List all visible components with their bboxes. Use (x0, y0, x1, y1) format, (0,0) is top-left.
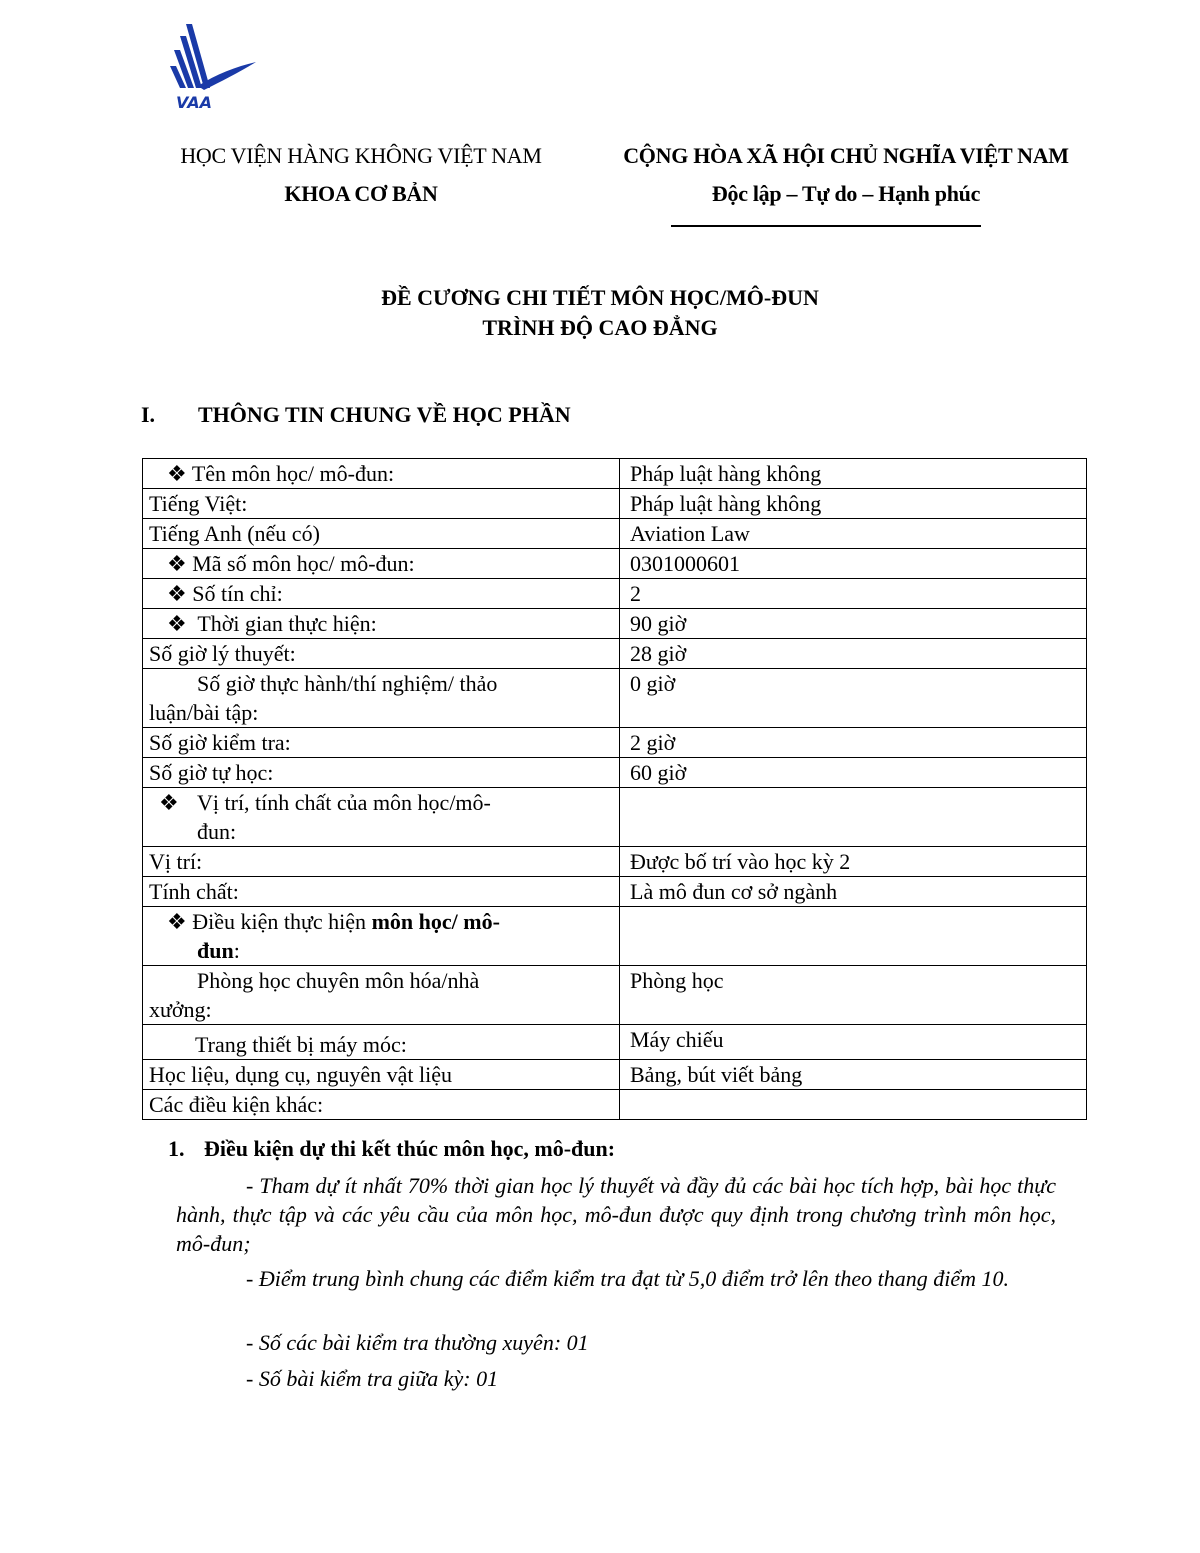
exam-condition-score: - Điểm trung bình chung các điểm kiểm tra đạt từ 5,0 điểm trở lên theo thang điểm 10. (246, 1266, 1010, 1291)
table-row (143, 669, 1087, 728)
row-value: 90 giờ (620, 609, 1087, 639)
table-row (143, 459, 1087, 489)
row-value: Phòng học (620, 966, 1087, 1025)
document-title: ĐỀ CƯƠNG CHI TIẾT MÔN HỌC/MÔ-ĐUN (381, 285, 819, 310)
vaa-logo-graphic (168, 22, 260, 114)
row-value: 60 giờ (620, 758, 1087, 788)
row-label: Học liệu, dụng cụ, nguyên vật liệu (143, 1060, 620, 1090)
diamond-bullet-icon: ❖ (167, 581, 187, 606)
row-label-colon: : (233, 938, 240, 963)
row-value (620, 907, 1087, 966)
table-row (143, 609, 1087, 639)
logo-text: VAA (176, 93, 213, 112)
row-value (620, 788, 1087, 847)
diamond-bullet-icon: ❖ (167, 611, 187, 636)
row-label: Thời gian thực hiện: (197, 611, 377, 636)
faculty-name: KHOA CƠ BẢN (284, 181, 438, 206)
row-value (620, 1090, 1087, 1120)
table-row (143, 1090, 1087, 1120)
row-value: 28 giờ (620, 639, 1087, 669)
national-motto: Độc lập – Tự do – Hạnh phúc (711, 181, 981, 206)
table-row (143, 758, 1087, 788)
row-value: 2 (620, 579, 1087, 609)
document-subtitle: TRÌNH ĐỘ CAO ĐẲNG (482, 315, 718, 340)
table-row (143, 639, 1087, 669)
table-row (143, 847, 1087, 877)
diamond-bullet-icon: ❖ (159, 790, 179, 815)
row-value: 2 giờ (620, 728, 1087, 758)
row-label: Tiếng Việt: (143, 489, 620, 519)
row-value: Pháp luật hàng không (620, 489, 1087, 519)
table-row (143, 728, 1087, 758)
exam-condition-regular-tests: - Số các bài kiểm tra thường xuyên: 01 (246, 1330, 589, 1355)
diamond-bullet-icon: ❖ (167, 461, 187, 486)
table-row (143, 877, 1087, 907)
table-row (143, 907, 1087, 966)
row-label: Tính chất: (143, 877, 620, 907)
institute-name: HỌC VIỆN HÀNG KHÔNG VIỆT NAM (180, 143, 542, 168)
row-label: Số tín chỉ: (192, 581, 283, 606)
row-label-continued: đun (197, 938, 234, 963)
diamond-bullet-icon: ❖ (167, 551, 187, 576)
national-title: CỘNG HÒA XÃ HỘI CHỦ NGHĨA VIỆT NAM (623, 143, 1069, 168)
row-label: Vị trí, tính chất của môn học/mô- (197, 790, 491, 815)
row-label: Số giờ thực hành/thí nghiệm/ thảo (197, 671, 498, 696)
course-info-table (142, 458, 1087, 1120)
row-label: Điều kiện thực hiện (192, 909, 372, 934)
row-label: Phòng học chuyên môn hóa/nhà (197, 968, 480, 993)
exam-condition-attendance: - Tham dự ít nhất 70% thời gian học lý thuyết và đầy đủ các bài học tích hợp, bài học thực hành, thực tập và các yêu cầu của môn học, mô-đun được quy định trong chương trình môn học, mô-đun; (176, 1173, 1056, 1256)
section-title: THÔNG TIN CHUNG VỀ HỌC PHẦN (198, 402, 571, 427)
table-row (143, 489, 1087, 519)
row-label: Các điều kiện khác: (143, 1090, 620, 1120)
diamond-bullet-icon: ❖ (167, 909, 187, 934)
subsection-heading (168, 1136, 615, 1162)
row-value: 0 giờ (620, 669, 1087, 728)
section-number: I. (141, 402, 156, 427)
table-row (143, 966, 1087, 1025)
section-heading (141, 402, 571, 428)
subsection-title: Điều kiện dự thi kết thúc môn học, mô-đun: (204, 1136, 616, 1161)
row-label: Số giờ tự học: (143, 758, 620, 788)
vaa-logo (168, 22, 260, 114)
motto-underline (671, 225, 981, 227)
row-value: Aviation Law (620, 519, 1087, 549)
table-row (143, 519, 1087, 549)
row-label: Vị trí: (143, 847, 620, 877)
row-label: Số giờ lý thuyết: (143, 639, 620, 669)
row-label-continued: luận/bài tập: (149, 700, 259, 725)
row-value: 0301000601 (620, 549, 1087, 579)
row-value: Là mô đun cơ sở ngành (620, 877, 1087, 907)
row-value: Bảng, bút viết bảng (620, 1060, 1087, 1090)
row-value: Pháp luật hàng không (620, 459, 1087, 489)
row-label-continued: đun: (197, 819, 237, 844)
table-row (143, 788, 1087, 847)
row-label: Số giờ kiểm tra: (143, 728, 620, 758)
exam-condition-midterm: - Số bài kiểm tra giữa kỳ: 01 (246, 1366, 499, 1391)
row-label: Mã số môn học/ mô-đun: (192, 551, 415, 576)
row-label: Tên môn học/ mô-đun: (191, 461, 395, 486)
subsection-number: 1. (168, 1136, 185, 1161)
row-label-bold: môn học/ mô- (371, 909, 500, 934)
row-label-continued: xưởng: (149, 997, 212, 1022)
row-value: Được bố trí vào học kỳ 2 (620, 847, 1087, 877)
table-row (143, 579, 1087, 609)
row-label: Tiếng Anh (nếu có) (143, 519, 620, 549)
row-label: Trang thiết bị máy móc: (143, 1025, 620, 1060)
table-row (143, 1025, 1087, 1060)
row-value: Máy chiếu (620, 1025, 1087, 1060)
table-row (143, 549, 1087, 579)
table-row (143, 1060, 1087, 1090)
